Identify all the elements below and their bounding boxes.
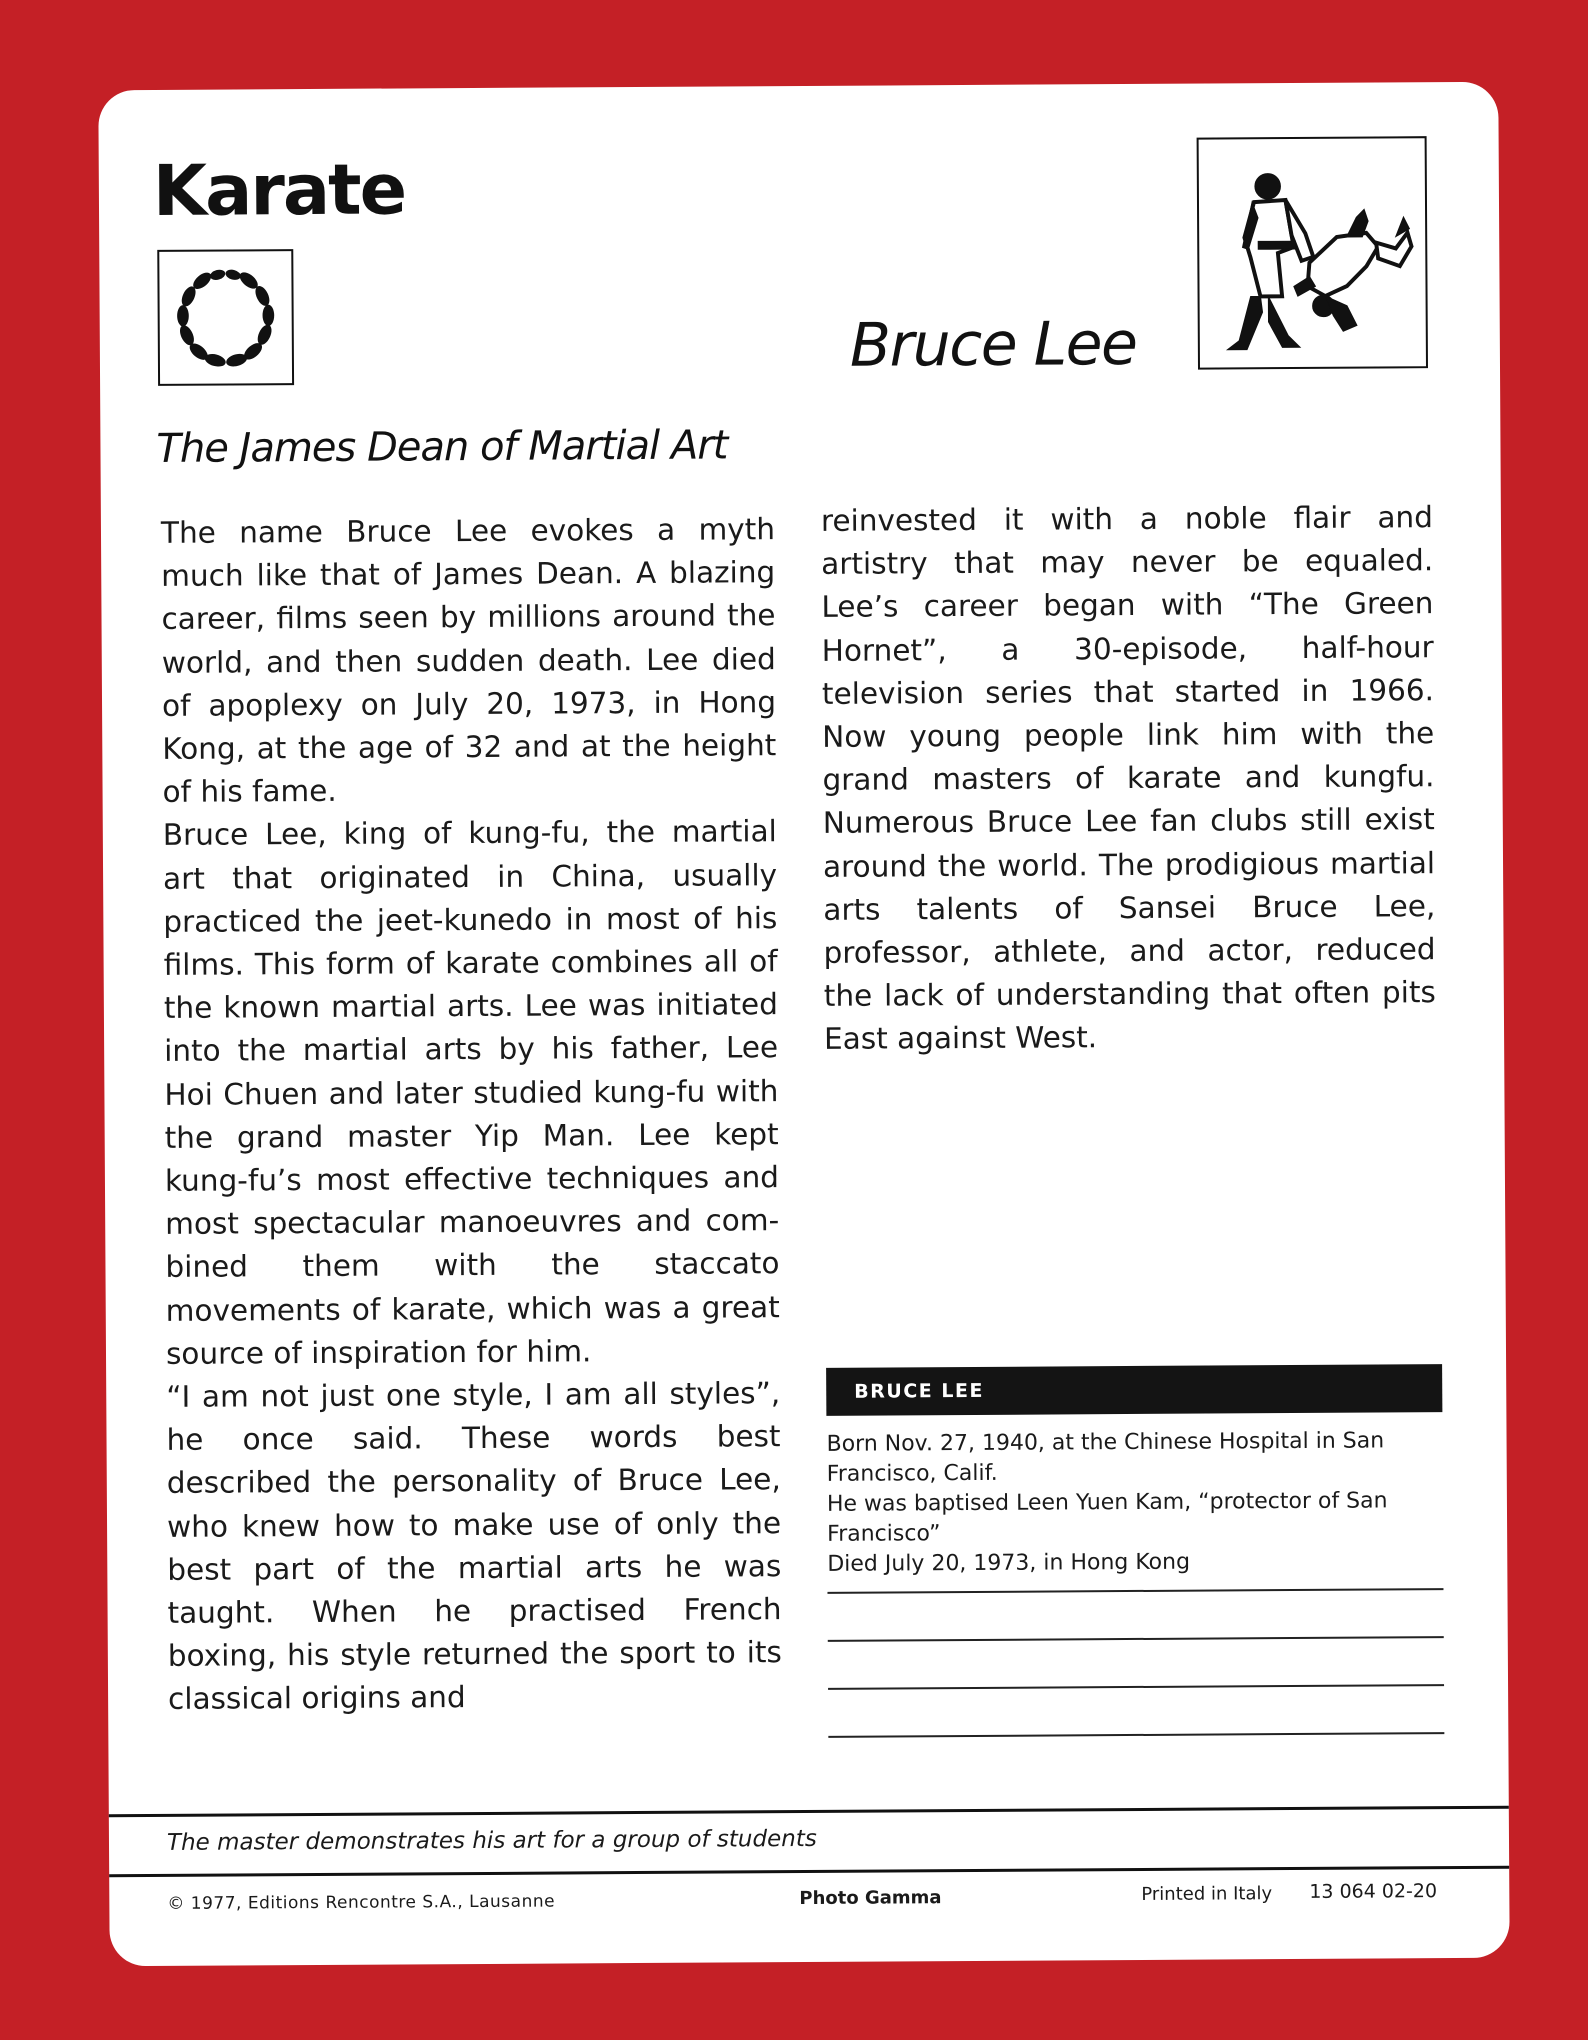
printed-in: Printed in Italy [1141, 1883, 1273, 1905]
body-column-right [821, 496, 1436, 1061]
blank-rule [828, 1732, 1444, 1738]
info-line-born: Born Nov. 27, 1940, at the Chinese Hospital in San Francisco, Calif. [826, 1428, 1385, 1487]
body-paragraph: reinvested it with a noble flair and artistry that may never be equaled. Lee’s career began with “The Green Hornet”, a 30-episode, half-hour television series that started in 1966. Now young people link him with the grand masters of karate and kungfu. Numerous Bruce Lee fan clubs still exist around the world. The prodigious martial arts talents of Sansei Bruce Lee, professor, athlete, and actor, reduced the lack of understanding that often pits East against West. [820, 500, 1436, 1057]
blank-rule [828, 1684, 1444, 1690]
info-line-baptised: He was baptised Leen Yuen Kam, “protector of San Francisco” [826, 1488, 1388, 1547]
karate-pictogram [1197, 136, 1428, 369]
info-box [826, 1364, 1445, 1784]
footer-divider-bottom [109, 1866, 1509, 1878]
body-column-left [161, 508, 782, 1721]
body-paragraph: Bruce Lee, king of kung-fu, the martial art that originated in China, usually practiced the jeet-kunedo in most of his films. This form of karate combines all of the known martial arts. Lee was initiated into the martial arts by his father, Lee Hoi Chuen and later studied kung-fu with the grand master Yip Man. Lee kept kung-fu’s most effective techniques and most spectacular manoeuvres and combined them with the staccato movements of karate, which was a great source of inspiration for him. [162, 814, 780, 1371]
blank-rule [827, 1588, 1443, 1594]
sport-card [98, 82, 1509, 1967]
copyright-notice: © 1977, Editions Rencontre S.A., Lausanne [167, 1891, 556, 1914]
sport-title: Karate [152, 148, 406, 232]
card-code: 13 064 02-20 [1309, 1880, 1438, 1903]
info-box-header: BRUCE LEE [826, 1364, 1442, 1416]
karate-throw-pictogram-icon [1199, 138, 1426, 367]
info-box-body [826, 1426, 1443, 1580]
footer-divider-top [109, 1806, 1509, 1818]
body-paragraph: The name Bruce Lee evokes a myth much like that of James Dean. A blazing career, films seen by millions around the world, and then sudden death. Lee died of apoplexy on July 20, 1973, in Hong Kong, at the age of 32 and at the height of his fame. [160, 512, 777, 810]
laurel-wreath-icon [159, 251, 292, 384]
body-paragraph: “I am not just one style, I am all styles”, he once said. These words best described the personality of Bruce Lee, who knew how to make use of only the best part of the martial arts he was taught. When he practised French boxing, his style returned the sport to its classical origins and [166, 1376, 782, 1717]
photo-caption: The master demonstrates his art for a group of students [166, 1825, 817, 1856]
info-line-died: Died July 20, 1973, in Hong Kong [827, 1549, 1191, 1577]
blank-rules [827, 1588, 1444, 1738]
blank-rule [828, 1636, 1444, 1642]
photo-credit: Photo Gamma [799, 1887, 942, 1910]
laurel-emblem [157, 249, 294, 386]
athlete-name: Bruce Lee [849, 308, 1137, 381]
subtitle: The James Dean of Martial Art [156, 422, 728, 472]
